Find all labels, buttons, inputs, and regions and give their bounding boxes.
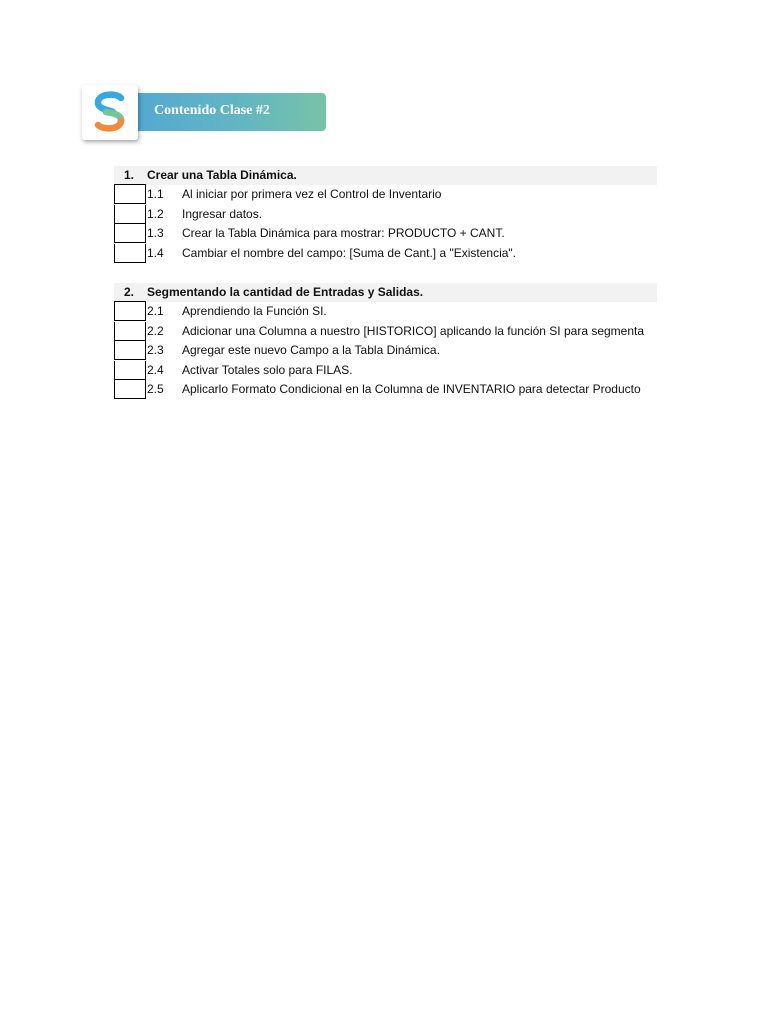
header-banner bbox=[138, 93, 326, 131]
list-item bbox=[114, 380, 657, 400]
list-item bbox=[114, 224, 657, 244]
item-text: Agregar este nuevo Campo a la Tabla Dinámica. bbox=[182, 343, 440, 357]
item-number: 2.2 bbox=[147, 323, 164, 338]
item-text: Aplicarlo Formato Condicional en la Columna de INVENTARIO para detectar Producto bbox=[182, 382, 641, 396]
checkbox[interactable] bbox=[114, 205, 146, 224]
item-number: 2.5 bbox=[147, 382, 164, 396]
section-title: Segmentando la cantidad de Entradas y Salidas. bbox=[147, 285, 424, 299]
item-text: Aprendiendo la Función SI. bbox=[182, 304, 327, 318]
checkbox[interactable] bbox=[114, 244, 146, 263]
section-number: 1. bbox=[124, 168, 135, 182]
item-text: Activar Totales solo para FILAS. bbox=[182, 362, 353, 377]
item-text: Al iniciar por primera vez el Control de Inventario bbox=[182, 187, 442, 201]
page-title: Contenido Clase #2 bbox=[154, 103, 270, 118]
checkbox[interactable] bbox=[114, 184, 146, 204]
item-number: 2.3 bbox=[147, 343, 164, 357]
list-item bbox=[114, 361, 657, 381]
checkbox[interactable] bbox=[114, 341, 146, 360]
item-text: Ingresar datos. bbox=[182, 206, 263, 221]
list-item bbox=[114, 185, 657, 205]
section-title: Crear una Tabla Dinámica. bbox=[147, 168, 297, 182]
list-item bbox=[114, 302, 657, 322]
brand-logo bbox=[82, 85, 138, 140]
item-number: 1.3 bbox=[147, 226, 164, 240]
list-item bbox=[114, 341, 657, 361]
list-item bbox=[114, 322, 657, 342]
section-1 bbox=[114, 166, 657, 263]
checkbox[interactable] bbox=[114, 224, 146, 243]
item-number: 1.2 bbox=[147, 206, 164, 221]
item-number: 2.1 bbox=[147, 304, 164, 318]
list-item bbox=[114, 205, 657, 225]
list-item bbox=[114, 244, 657, 264]
section-2 bbox=[114, 283, 657, 400]
item-number: 2.4 bbox=[147, 362, 164, 377]
item-text: Cambiar el nombre del campo: [Suma de Cant.] a "Existencia". bbox=[182, 245, 517, 260]
item-text: Adicionar una Columna a nuestro [HISTORICO] aplicando la función SI para segmenta bbox=[182, 323, 645, 338]
section-header bbox=[114, 283, 657, 302]
checkbox[interactable] bbox=[114, 322, 146, 341]
checkbox[interactable] bbox=[114, 380, 146, 399]
item-text: Crear la Tabla Dinámica para mostrar: PRODUCTO + CANT. bbox=[182, 226, 505, 240]
logo-s-icon bbox=[91, 91, 129, 133]
section-header bbox=[114, 166, 657, 185]
section-number: 2. bbox=[124, 285, 135, 299]
item-number: 1.1 bbox=[147, 187, 164, 201]
item-number: 1.4 bbox=[147, 245, 164, 260]
checkbox[interactable] bbox=[114, 361, 146, 380]
checkbox[interactable] bbox=[114, 301, 146, 321]
